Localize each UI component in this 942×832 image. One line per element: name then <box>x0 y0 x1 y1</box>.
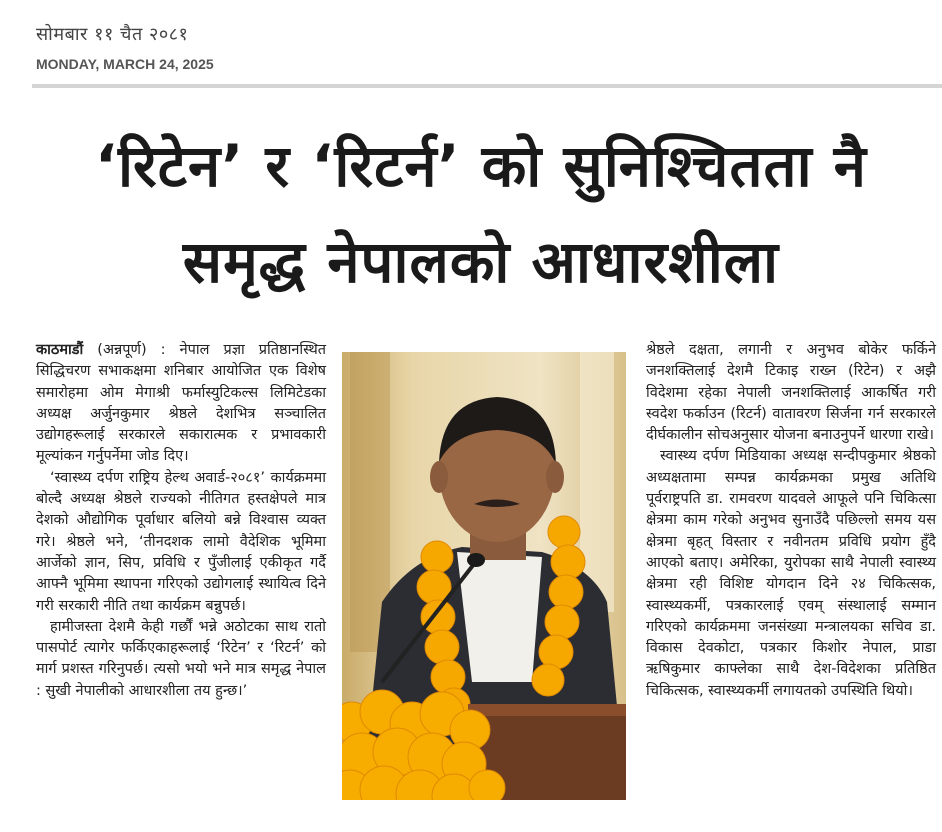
source-credit: (अन्नपूर्ण) : <box>97 342 166 358</box>
left-ear <box>430 461 448 493</box>
microphone-head <box>467 553 485 567</box>
article-paragraph: हामीजस्ता देशमै केही गर्छौं भन्ने अठोटका साथ रातो पासपोर्ट त्यागेर फर्किएकाहरूलाई ‘रिटेन’ र ‘रिटर्न’ को मार्ग प्रशस्त गरिनुपर्छ। त्यसो भयो भने मात्र समृद्ध नेपाल : सुखी नेपालीको आधारशीला तय हुन्छ।’ <box>36 618 326 699</box>
article-column-right <box>646 340 936 702</box>
date-english: MONDAY, MARCH 24, 2025 <box>36 56 214 72</box>
article-paragraph: स्वास्थ्य दर्पण मिडियाका अध्यक्ष सन्दीपकुमार श्रेष्ठको अध्यक्षतामा सम्पन्न कार्यक्रमका प्रमुख अतिथि पूर्वराष्ट्रपति डा. रामवरण यादवले आफूले पनि चिकित्सा क्षेत्रमा काम गरेको अनुभव सुनाउँदै पछिल्लो समय यस क्षेत्रमा बृहत् विस्तार र नवीनतम प्रविधि प्रयोग हुँदै आएको बताए। अमेरिका, युरोपका साथै नेपाली स्वास्थ्य क्षेत्रमा रही विशिष्ट योगदान दिने २४ चिकित्सक, स्वास्थ्यकर्मी, पत्रकारलाई एवम् संस्थालाई सम्मान गरिएको कार्यक्रममा जनसंख्या मन्त्रालयका सचिव डा. विकास देवकोटा, पत्रकार किशोर नेपाल, प्राडा ऋषिकुमार काफ्लेका साथै देश-विदेशका प्रतिष्ठित चिकित्सक, स्वास्थ्यकर्मी लगायतको उपस्थिति थियो। <box>646 448 936 699</box>
headline <box>20 118 942 310</box>
article-paragraph <box>36 340 326 468</box>
header-divider <box>32 84 942 88</box>
speaker-photo-illustration <box>342 352 626 800</box>
article-paragraph: ‘स्वास्थ्य दर्पण राष्ट्रिय हेल्थ अवार्ड-२०८१’ कार्यक्रममा बोल्दै अध्यक्ष श्रेष्ठले राज्यको नीतिगत हस्तक्षेपले मात्र देशको औद्योगिक पूर्वाधार बलियो बन्ने विश्वास व्यक्त गरे। श्रेष्ठले भने, ‘तीनदशक लामो वैदेशिक भूमिमा आर्जेको ज्ञान, सिप, प्रविधि र पुँजीलाई एकीकृत गर्दै आफ्नै भूमिमा स्थापना गरिएको उद्योगलाई स्थायित्व दिने गरी सरकारी नीति तथा कार्यक्रम बन्नुपर्छ। <box>36 469 326 614</box>
dateline: काठमाडौं <box>36 342 84 358</box>
paragraph-text: नेपाल प्रज्ञा प्रतिष्ठानस्थित सिद्धिचरण सभाकक्षमा शनिबार आयोजित एक विशेष समारोहमा ओम मेगाश्री फर्मास्युटिकल्स लिमिटेडका अध्यक्ष अर्जुनकुमार श्रेष्ठले देशभित्र सञ्चालित उद्योगहरूलाई सरकारले सकारात्मक र प्रभावकारी मूल्यांकन गर्नुपर्नेमा जोड दिए। <box>36 342 327 465</box>
article-paragraph: श्रेष्ठले दक्षता, लगानी र अनुभव बोकेर फर्किने जनशक्तिलाई देशमै टिकाइ राख्न (रिटेन) र अझै विदेशमा रहेका नेपाली जनशक्तिलाई आकर्षित गरी स्वदेश फर्काउन (रिटर्न) वातावरण सिर्जना गर्न सरकारले दीर्घकालीन सोचअनुसार योजना बनाउनुपर्ने धारणा राखे। <box>646 342 936 444</box>
right-ear <box>546 461 564 493</box>
headline-line-2: समृद्ध नेपालको आधारशीला <box>182 228 780 296</box>
article-column-left <box>36 340 326 702</box>
headline-line-1: ‘रिटेन’ र ‘रिटर्न’ को सुनिश्चितता नै <box>95 132 867 200</box>
podium-top <box>468 704 626 716</box>
curtain-fold <box>580 352 614 612</box>
date-nepali: सोमबार ११ चैत २०८१ <box>36 24 189 45</box>
article-photo <box>342 352 626 800</box>
